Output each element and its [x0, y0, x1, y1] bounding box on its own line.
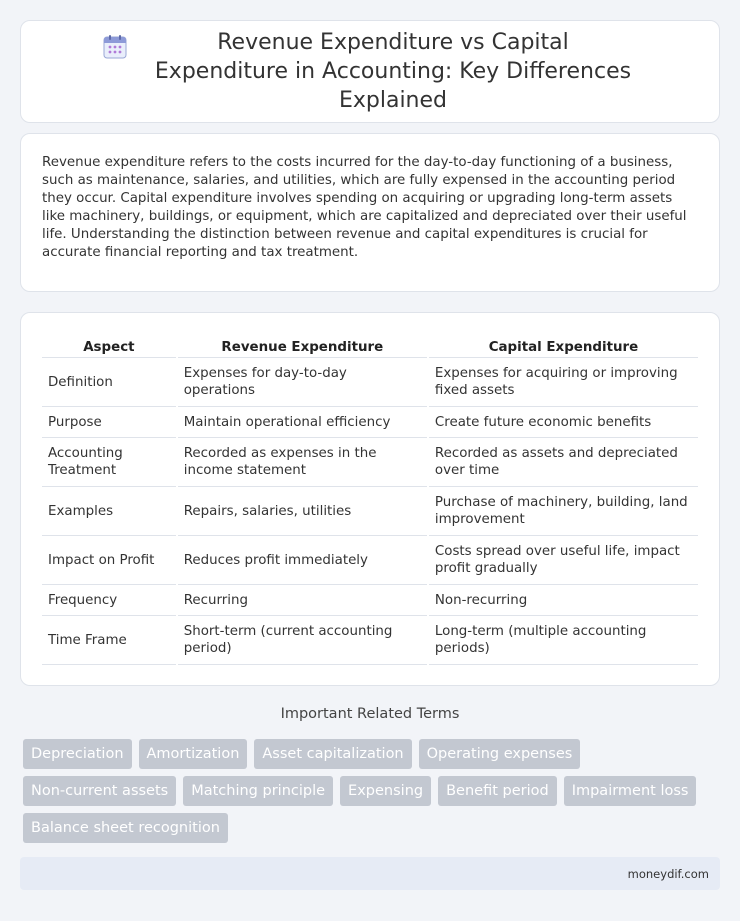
table-cell: Purpose	[42, 407, 176, 438]
term-tag[interactable]: Depreciation	[23, 739, 132, 769]
table-row	[42, 585, 698, 616]
table-cell: Purchase of machinery, building, land improvement	[429, 487, 698, 536]
footer	[20, 857, 720, 890]
term-tag[interactable]: Balance sheet recognition	[23, 813, 228, 843]
term-tag[interactable]: Operating expenses	[419, 739, 581, 769]
page-title: Revenue Expenditure vs Capital Expenditure in Accounting: Key Differences Explained	[154, 30, 632, 113]
table-cell: Recorded as assets and depreciated over time	[429, 438, 698, 487]
comparison-table-card	[20, 312, 720, 686]
intro-card	[20, 133, 720, 292]
term-tag[interactable]: Expensing	[340, 776, 431, 806]
table-cell: Non-recurring	[429, 585, 698, 616]
table-cell: Costs spread over useful life, impact profit gradually	[429, 536, 698, 585]
table-cell: Reduces profit immediately	[178, 536, 427, 585]
related-terms-list	[23, 739, 723, 850]
table-cell: Short-term (current accounting period)	[178, 616, 427, 665]
table-row	[42, 616, 698, 665]
table-cell: Time Frame	[42, 616, 176, 665]
term-tag[interactable]: Benefit period	[438, 776, 557, 806]
title-card	[20, 20, 720, 123]
table-cell: Examples	[42, 487, 176, 536]
term-tag[interactable]: Matching principle	[183, 776, 333, 806]
table-cell: Frequency	[42, 585, 176, 616]
table-cell: Expenses for acquiring or improving fixed assets	[429, 358, 698, 407]
table-cell: Definition	[42, 358, 176, 407]
table-row	[42, 407, 698, 438]
term-tag[interactable]: Amortization	[139, 739, 248, 769]
column-header-revenue: Revenue Expenditure	[178, 333, 427, 358]
column-header-aspect: Aspect	[42, 333, 176, 358]
table-cell: Create future economic benefits	[429, 407, 698, 438]
table-row	[42, 438, 698, 487]
table-row	[42, 487, 698, 536]
table-cell: Maintain operational efficiency	[178, 407, 427, 438]
column-header-capital: Capital Expenditure	[429, 333, 698, 358]
table-cell: Impact on Profit	[42, 536, 176, 585]
calendar-icon	[102, 34, 128, 60]
table-row	[42, 358, 698, 407]
table-cell: Recurring	[178, 585, 427, 616]
term-tag[interactable]: Asset capitalization	[254, 739, 411, 769]
table-row	[42, 536, 698, 585]
table-cell: Long-term (multiple accounting periods)	[429, 616, 698, 665]
site-link[interactable]: moneydif.com	[627, 866, 709, 881]
comparison-table	[40, 333, 700, 665]
intro-paragraph: Revenue expenditure refers to the costs incurred for the day-to-day functioning of a business, such as maintenance, salaries, and utilities, which are fully expensed in the accounting period they occur. Capital expenditure involves spending on acquiring or upgrading long-term assets like machinery, buildings, or equipment, which are capitalized and depreciated over their useful life. Understanding the distinction between revenue and capital expenditures is crucial for accurate financial reporting and tax treatment.	[42, 155, 687, 260]
term-tag[interactable]: Impairment loss	[564, 776, 697, 806]
table-cell: Recorded as expenses in the income statement	[178, 438, 427, 487]
table-cell: Expenses for day-to-day operations	[178, 358, 427, 407]
table-header-row	[42, 333, 698, 358]
table-cell: Accounting Treatment	[42, 438, 176, 487]
table-cell: Repairs, salaries, utilities	[178, 487, 427, 536]
related-terms-title: Important Related Terms	[280, 706, 460, 722]
term-tag[interactable]: Non-current assets	[23, 776, 176, 806]
